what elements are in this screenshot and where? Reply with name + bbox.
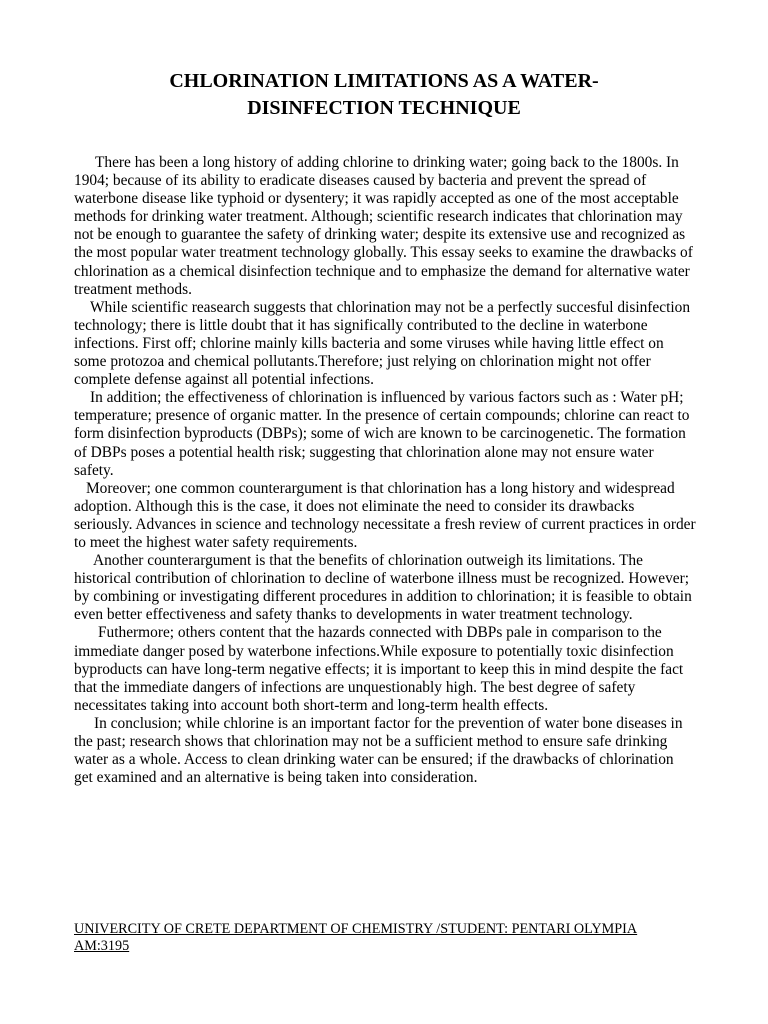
paragraph-factors: In addition; the effectiveness of chlorination is influenced by various factors such as : Water pH; temperature; presence of organic matter. In the presence of certain compounds; chlorine can react to form disinfection byproducts (DBPs); some of wich are known to be carcinogenetic. The formation of DBPs poses a potential health risk; suggesting that chlorination alone may not ensure water safety.: [74, 389, 690, 479]
footer-line-2: AM:3195: [74, 938, 130, 954]
paragraph-effectiveness: While scientific reasearch suggests that chlorination may not be a perfectly succesful disinfection technology; there is little doubt that it has significally contributed to the decline in waterbone infections. First off; chlorine mainly kills bacteria and some viruses while having little effect on some protozoa and chemical pollutants.Therefore; just relying on chlorination might not offer complete defense against all potential infections.: [74, 298, 691, 389]
paragraph-conclusion: In conclusion; while chlorine is an important factor for the prevention of water bone diseases in the past; research shows that chlorination may not be a sufficient method to ensure safe drinking water as a whole. Access to clean drinking water can be ensured; if the drawbacks of chlorination get examined and an alternative is being taken into consideration.: [74, 714, 683, 787]
paragraph-counterargument-benefits: Another counterargument is that the benefits of chlorination outweigh its limitations. The historical contribution of chlorination to decline of waterbone illness must be recognized. However; by combining or investigating different procedures in addition to chlorination; it is feasible to obtain even better effectiveness and safety thanks to developments in water treatment technology.: [74, 552, 692, 624]
paragraph-dbp-hazards: Futhermore; others content that the hazards connected with DBPs pale in comparison to the immediate danger posed by waterbone infections.While exposure to potentially toxic disinfection byproducts can have long-term negative effects; it is important to keep this in mind despite the fact that the immediate dangers of infections are unquestionably high. The best degree of safety necessitates taking into account both short-term and long-term health effects.: [74, 624, 684, 714]
author-footer: [74, 921, 696, 955]
document-title: [60, 68, 708, 122]
paragraph-introduction: There has been a long history of adding chlorine to drinking water; going back to the 1800s. In 1904; because of its ability to eradicate diseases caused by bacteria and prevent the spread of waterbone disease like typhoid or dysentery; it was rapidly accepted as one of the most acceptable methods for drinking water treatment. Although; scientific research indicates that chlorination may not be enough to guarantee the safety of drinking water; despite its extensive use and recognized as the most popular water treatment technology globally. This essay seeks to examine the drawbacks of chlorination as a chemical disinfection technique and to emphasize the demand for alternative water treatment methods.: [74, 154, 693, 298]
footer-line-1: UNIVERCITY OF CRETE DEPARTMENT OF CHEMISTRY /STUDENT: PENTARI OLYMPIA: [74, 921, 638, 937]
title-line-1: CHLORINATION LIMITATIONS AS A WATER-: [169, 70, 599, 92]
essay-body: [74, 154, 696, 787]
title-line-2: DISINFECTION TECHNIQUE: [247, 97, 521, 119]
paragraph-counterargument-history: Moreover; one common counterargument is that chlorination has a long history and widespread adoption. Although this is the case, it does not eliminate the need to consider its drawbacks seriously. Advances in science and technology necessitate a fresh review of current practices in order to meet the highest water safety requirements.: [74, 479, 696, 551]
